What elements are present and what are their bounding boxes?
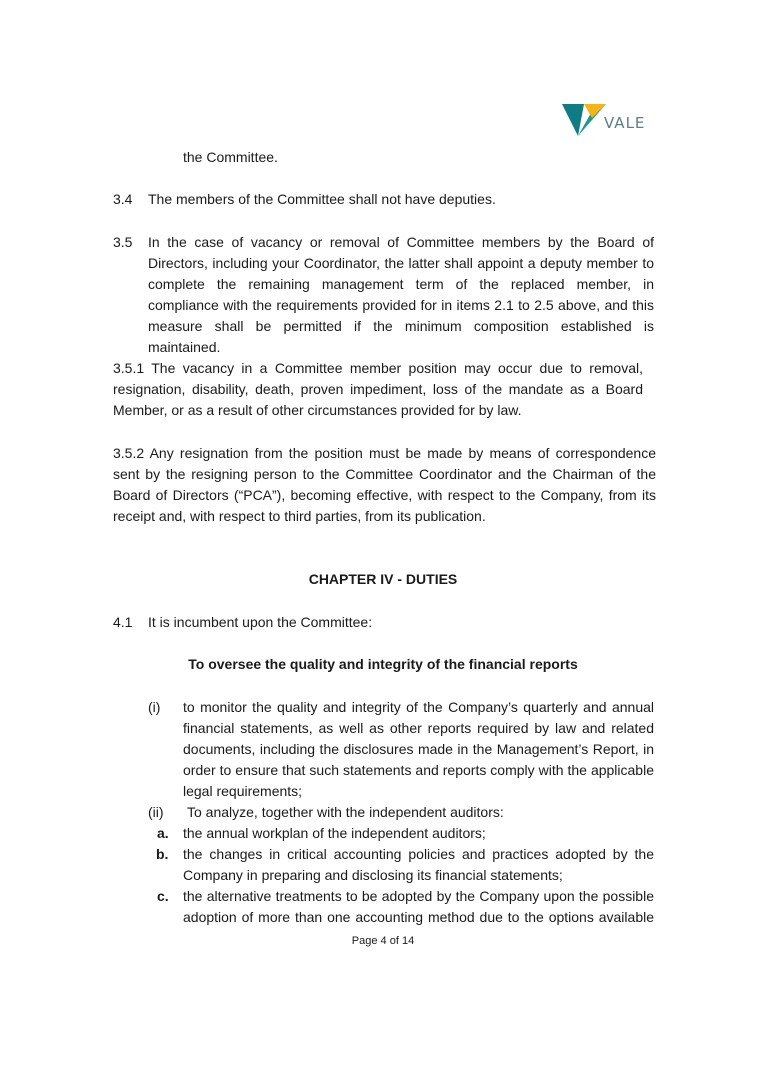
- roman-ii-text: To analyze, together with the independent auditors:: [187, 804, 504, 820]
- top-fragment: the Committee.: [183, 149, 278, 165]
- vale-logo-mark-icon: [562, 100, 606, 140]
- sub-item-text: the changes in critical accounting policies and practices adopted by the Company in preparing and disclosing its financial statements;: [183, 846, 654, 883]
- item-4-1-number: 4.1: [113, 614, 133, 630]
- item-3-4-number: 3.4: [113, 191, 133, 207]
- item-3-5-1-paragraph: 3.5.1 The vacancy in a Committee member position may occur due to removal, resignation, disability, death, proven impediment, loss of the mandate as a Board Member, or as a result of other circumstances provided for by law.: [113, 360, 643, 418]
- chapter-heading: CHAPTER IV - DUTIES: [308, 571, 458, 587]
- item-3-5-number: 3.5: [113, 234, 133, 250]
- roman-i-number: (i): [148, 699, 161, 715]
- vale-logo: [562, 100, 652, 140]
- section-heading: To oversee the quality and integrity of the financial reports: [188, 656, 578, 672]
- sub-item-letter: b.: [156, 846, 169, 862]
- item-3-5-text: In the case of vacancy or removal of Committee members by the Board of Directors, including your Coordinator, the latter shall appoint a deputy member to complete the remaining management term of the replaced member, in compliance with the requirements provided for in items 2.1 to 2.5 above, and this measure shall be permitted if the minimum composition established is maintained.: [148, 234, 654, 355]
- sub-item-text: the annual workplan of the independent auditors;: [183, 825, 486, 841]
- sub-item-letter: c.: [157, 888, 169, 904]
- roman-ii-number: (ii): [148, 804, 164, 820]
- item-3-4-text: The members of the Committee shall not have deputies.: [148, 191, 496, 207]
- roman-i-text: to monitor the quality and integrity of the Company’s quarterly and annual financial statements, as well as other reports required by law and related documents, including the disclosures made in the Management’s Report, in order to ensure that such statements and reports comply with the applicable legal requirements;: [183, 699, 654, 799]
- item-3-5-2-paragraph: 3.5.2 Any resignation from the position must be made by means of correspondence sent by the resigning person to the Committee Coordinator and the Chairman of the Board of Directors (“PCA”), becoming effective, with respect to the Company, from its receipt and, with respect to third parties, from its publication.: [113, 445, 656, 524]
- sub-item-letter: a.: [157, 825, 169, 841]
- sub-item-text: the alternative treatments to be adopted by the Company upon the possible adoption of more than one accounting method due to the options available: [183, 888, 654, 925]
- vale-logo-text: VALE: [604, 114, 646, 132]
- page-number-footer: Page 4 of 14: [351, 935, 415, 947]
- item-4-1-text: It is incumbent upon the Committee:: [148, 614, 373, 630]
